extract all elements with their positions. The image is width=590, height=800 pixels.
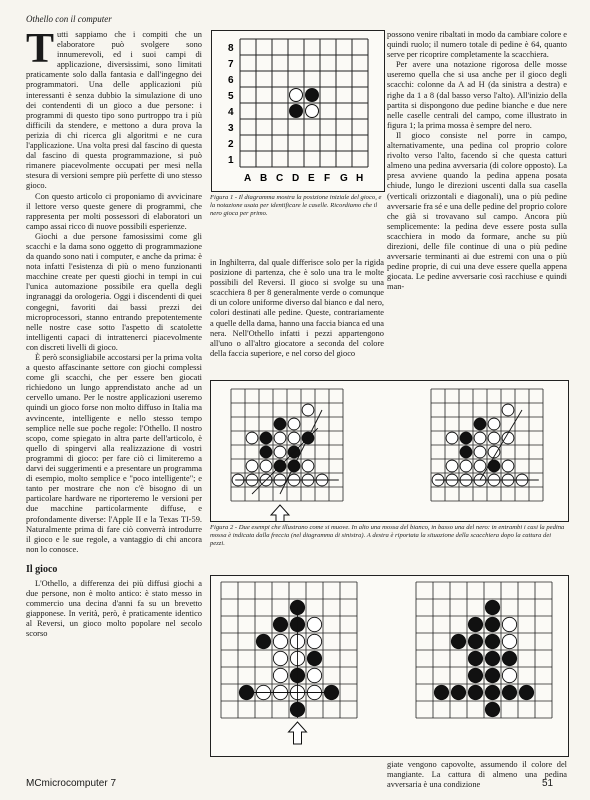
black-piece xyxy=(468,685,482,699)
running-head: Othello con il computer xyxy=(26,14,112,24)
white-piece xyxy=(460,460,472,472)
column-3-continued xyxy=(387,760,567,790)
black-piece xyxy=(307,651,321,665)
black-piece xyxy=(468,651,482,665)
white-piece xyxy=(306,105,319,118)
rank-label: 3 xyxy=(228,123,234,134)
footer-magazine: MCmicrocomputer 7 xyxy=(26,778,117,789)
black-piece xyxy=(485,634,499,648)
board-diagram xyxy=(212,31,384,191)
white-piece xyxy=(273,651,287,665)
rank-label: 7 xyxy=(228,59,234,70)
white-piece xyxy=(288,418,300,430)
white-piece xyxy=(488,418,500,430)
black-piece xyxy=(256,634,270,648)
white-piece xyxy=(246,432,258,444)
column-2 xyxy=(210,258,384,359)
white-piece xyxy=(446,432,458,444)
black-piece xyxy=(485,651,499,665)
move-arrow-icon xyxy=(289,722,307,744)
rank-label: 1 xyxy=(228,155,234,166)
file-label: F xyxy=(324,173,331,184)
paragraph: Per avere una notazione rigorosa delle mosse useremo quella che si usa anche per il gioco degli scacchi: colonne da A ad H (da sinistra a destra) e righe da 1 a 8 (dal basso verso l'alto). All'inizio della partita si dispongono due pedine bianche e due nere nelle caselle centrali del campo, come illustrato in figura 1; la prima mossa è sempre del nero. xyxy=(387,60,567,130)
white-piece xyxy=(307,617,321,631)
file-label: E xyxy=(308,173,315,184)
footer-page-number: 51 xyxy=(542,778,554,789)
white-piece xyxy=(288,432,300,444)
white-piece xyxy=(502,460,514,472)
black-piece xyxy=(451,634,465,648)
white-piece xyxy=(273,634,287,648)
rank-label: 8 xyxy=(228,43,234,54)
black-piece xyxy=(485,617,499,631)
rank-label: 2 xyxy=(228,139,234,150)
file-label: C xyxy=(276,173,284,184)
move-diagrams-black xyxy=(211,576,568,756)
black-piece xyxy=(485,600,499,614)
white-piece xyxy=(290,89,303,102)
black-piece xyxy=(502,685,516,699)
white-piece xyxy=(307,634,321,648)
file-label: D xyxy=(292,173,300,184)
paragraph: L'Othello, a differenza dei più diffusi giochi a due persone, non è molto antico: è stato messo in commercio una decina d'anni fa su un brevetto giapponese. In verità, però, è praticamente identico al Reversi, un gioco molto popolare nel secolo scorso xyxy=(26,578,202,639)
black-piece xyxy=(485,702,499,716)
white-piece xyxy=(307,668,321,682)
paragraph: È però sconsigliabile accostarsi per la prima volta a questo affascinante settore con giochi complessi come gli scacchi, che per essere ben giocati richiedono un lungo apprendistato anche ad un cervello umano. Per le nostre applicazioni useremo quindi un gioco forse non molto diffuso in Italia ma avvincente, intelligente e nello stesso tempo semplice nelle sue poche regole: l'Othello. Il nostro scopo, come spiegato in altra parte dell'articolo, è quello di spingervi alla realizzazione di vostri programmi di gioco: per fare ciò ci limiteremo a darvi dei suggerimenti e a presentare un programma di esempio, molto semplice e "poco intelligente"; e tanto per mostrare che non c'è bisogno di un particolare hardware ne riporteremo le versioni per due macchine particolarmente diffuse, e profondamente diverse: l'Apple II e la Texas TI-59. Naturalmente prima di fare ciò converrà introdurre il gioco e le sue regole, a vantaggio di chi ancora non lo conosce. xyxy=(26,353,202,554)
file-label: A xyxy=(244,173,252,184)
paragraph: giate vengono capovolte, assumendo il colore del mangiante. La cattura di almeno una pedina avversaria è una condizione xyxy=(387,760,567,790)
move-arrow-icon xyxy=(271,505,289,521)
paragraph: possono venire ribaltati in modo da cambiare colore e quindi ruolo; il numero totale di pedine è 64, quanto serve per ricoprire completamente la scacchiera. xyxy=(387,30,568,60)
figure-2-bottom-boards xyxy=(210,575,569,757)
file-label: H xyxy=(356,173,364,184)
black-piece xyxy=(468,634,482,648)
black-piece xyxy=(468,668,482,682)
move-diagrams-white xyxy=(211,381,568,521)
paragraph: Giochi a due persone famosissimi come gli scacchi e la dama sono oggetto di programmazione da quando sono nati i computer, e anche da prima: è nota infatti l'esistenza di più o meno funzionanti macchine create per questi giochi in tempi in cui l'unica automazione possibile era quella degli ingranaggi da orologeria. Oggi i discendenti di quei congegni, favoriti dai bassi prezzi dei microprocessori, stanno entrando prepotentemente nelle nostre case sotto l'aspetto di scatolette intelligenti capaci di intrattenerci piacevolmente con discreti livelli di gioco. xyxy=(26,231,202,352)
white-piece xyxy=(488,432,500,444)
figure-2-top-boards xyxy=(210,380,569,522)
black-piece xyxy=(474,418,486,430)
black-piece xyxy=(485,668,499,682)
white-piece xyxy=(502,634,516,648)
white-piece xyxy=(274,446,286,458)
black-piece xyxy=(451,685,465,699)
white-piece xyxy=(502,668,516,682)
intro-paragraph xyxy=(26,26,202,192)
black-piece xyxy=(290,105,303,118)
paragraph: Il gioco consiste nel porre in campo, alternativamente, una pedina col proprio colore rivolto verso l'alto, facendo sì che questa catturi almeno una pedina avversaria (di colore opposto). La presa avviene quando la pedina appena posata chiude, lungo le direzioni uscenti dalla sua casella (verticali orizzontali e diagonali), una o più pedine avversarie fra sé e una delle pedine del proprio colore che già si trovavano sul campo. Ancora più semplicemente: la pedina deve essere posta sulla scacchiera in modo da formare, anche su più direzioni, delle file continue di una o più pedine avversarie terminanti ai due estremi con una o più pedine proprie, di cui una deve essere quella appena giocata. Le pedine avversarie così racchiuse e quindi man- xyxy=(387,130,567,292)
rank-label: 4 xyxy=(228,107,234,118)
white-piece xyxy=(302,404,314,416)
white-piece xyxy=(474,460,486,472)
white-piece xyxy=(302,460,314,472)
figure-1-board xyxy=(211,30,385,192)
paragraph: in Inghilterra, dal quale differisce solo per la rigida posizione di partenza, che è solo una tra le molte possibili del Reversi. Il gioco si svolge su una scacchiera 8 per 8 generalmente verde o comunque di un colore uniforme diverso dal bianco e dal nero, colori destinati alle pedine. Queste, contrariamente a quelle della dama, hanno una faccia bianca ed una nera. Nell'Othello infatti i pezzi appartengono all'uno o all'altro giocatore a seconda del colore della faccia superiore, e nel corso del gioco xyxy=(210,258,384,358)
rank-label: 6 xyxy=(228,75,234,86)
white-piece xyxy=(246,460,258,472)
drop-cap: T xyxy=(26,26,55,72)
file-label: B xyxy=(260,173,268,184)
black-piece xyxy=(273,617,287,631)
column-1 xyxy=(26,26,202,640)
black-piece xyxy=(519,685,533,699)
file-label: G xyxy=(340,173,348,184)
paragraph: Con questo articolo ci proponiamo di avvicinare il lettore verso queste genere di programmi, che rappresenta per molti possessori di elaboratori un campo assai ricco di nuove possibili esperienze. xyxy=(26,191,202,231)
white-piece xyxy=(274,432,286,444)
black-piece xyxy=(260,446,272,458)
figure-1-caption: Figura 1 - Il diagramma mostra la posizione iniziale del gioco, e la notazione usata per identificare le caselle. Ricordiamo che il nero gioca per primo. xyxy=(210,194,382,217)
black-piece xyxy=(306,89,319,102)
black-piece xyxy=(468,617,482,631)
black-piece xyxy=(488,460,500,472)
black-piece xyxy=(460,432,472,444)
black-piece xyxy=(485,685,499,699)
rank-label: 5 xyxy=(228,91,234,102)
white-piece xyxy=(502,617,516,631)
white-piece xyxy=(273,668,287,682)
black-piece xyxy=(502,651,516,665)
white-piece xyxy=(502,404,514,416)
intro-text: utti sappiamo che i compiti che un elaboratore può svolgere sono innumerevoli, ed i suoi campi di applicazione, diversissimi, sono limitati praticamente solo dalla fantasia e dall'ingegno dei programmatori. Una delle applicazioni più interessanti è senza dubbio la simulazione di uno dei contendenti di un gioco a due persone: i programmi di questo tipo sono purtroppo tra i più difficili da stendere, e mettono a dura prova la perizia di chi ricerca gli algoritmi e ne cura l'applicazione. Una volta presi dal fascino di questa dal fascino di questa programmazione, si può rimanere piacevolmente occupati per mesi nella stesura di versioni sempre più perfette di uno stesso gioco. xyxy=(26,30,202,191)
section-heading: Il gioco xyxy=(26,563,58,575)
figure-2-caption: Figura 2 - Due esempi che illustrano come si muove. In alto una mossa del bianco, in basso una del nero: in entrambi i casi la pedina mossa è indicata dalla freccia (nel diagramma di sinistra). A destra è riportata la situazione della scacchiera dopo la cattura dei pezzi. xyxy=(210,524,565,547)
black-piece xyxy=(434,685,448,699)
white-piece xyxy=(474,432,486,444)
column-3 xyxy=(387,30,567,292)
white-piece xyxy=(446,460,458,472)
black-piece xyxy=(460,446,472,458)
black-piece xyxy=(260,432,272,444)
white-piece xyxy=(260,460,272,472)
white-piece xyxy=(474,446,486,458)
black-piece xyxy=(274,418,286,430)
